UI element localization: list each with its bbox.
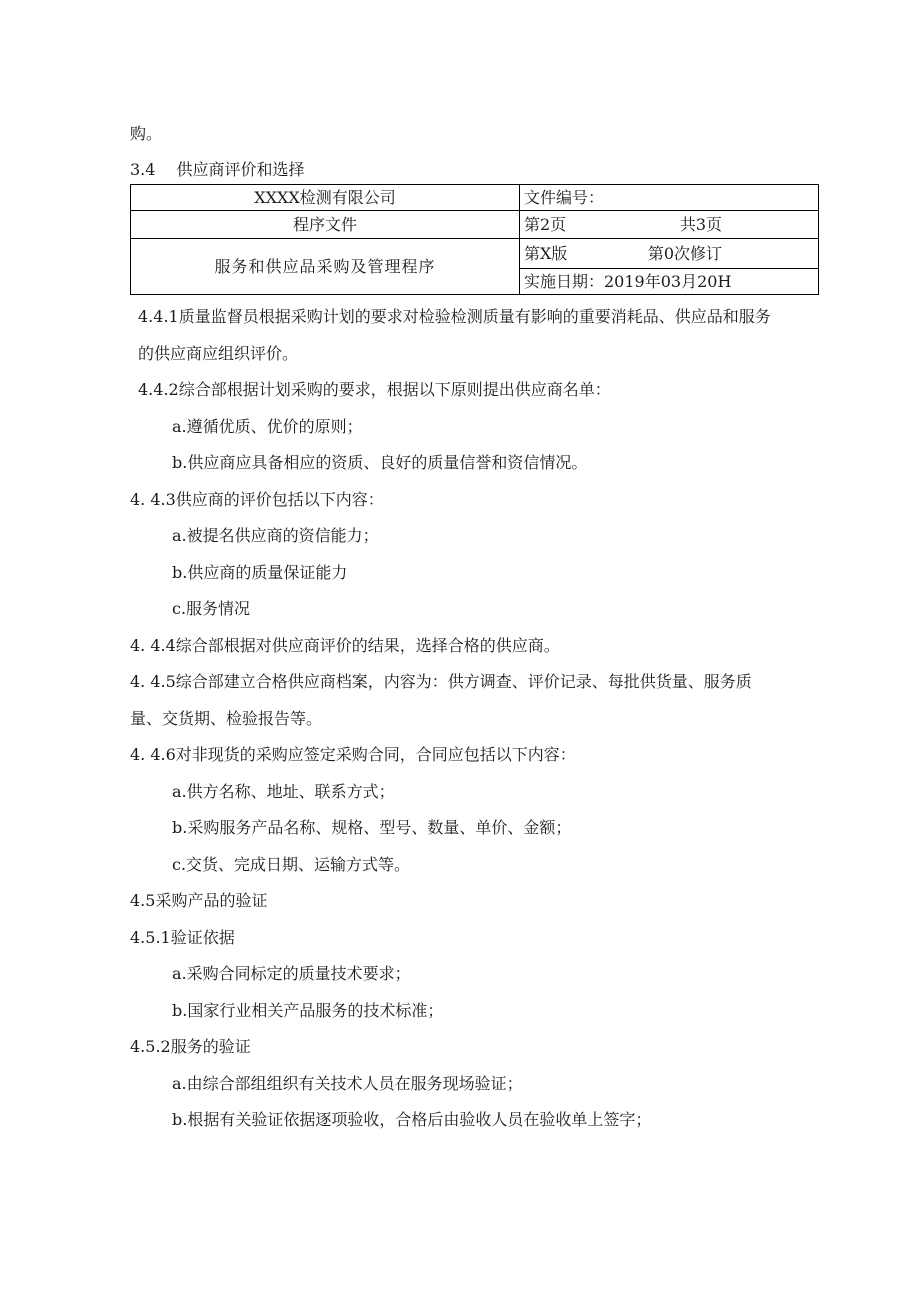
list-item: b.供应商应具备相应的资质、良好的质量信誉和资信情况。	[172, 453, 588, 472]
top-fragment: 购。	[130, 124, 163, 143]
version-info	[520, 239, 819, 269]
heading-4-5-1: 4.5.1验证依据	[130, 928, 235, 947]
page-info	[520, 211, 819, 239]
company-name: XXXX检测有限公司	[131, 185, 520, 211]
list-item: b.国家行业相关产品服务的技术标准；	[172, 1001, 444, 1020]
list-item: a.被提名供应商的资信能力；	[172, 526, 379, 545]
document-header-table	[130, 184, 819, 295]
total-pages: 共3页	[679, 214, 722, 234]
list-item: c.交货、完成日期、运输方式等。	[172, 855, 411, 874]
para-4-4-4: 4. 4.4综合部根据对供应商评价的结果，选择合格的供应商。	[130, 636, 560, 655]
para-4-4-5-cont: 量、交货期、检验报告等。	[130, 709, 323, 728]
heading-4-5: 4.5采购产品的验证	[130, 891, 268, 910]
revision-label: 第0次修订	[647, 243, 722, 263]
version-label: 第X版	[524, 243, 568, 263]
file-number-label: 文件编号：	[520, 185, 819, 211]
page-number: 第2页	[524, 214, 567, 234]
document-title: 服务和供应品采购及管理程序	[131, 239, 520, 295]
list-item: b.根据有关验证依据逐项验收，合格后由验收人员在验收单上签字；	[172, 1110, 652, 1129]
para-4-4-6: 4. 4.6对非现货的采购应签定采购合同，合同应包括以下内容：	[130, 745, 576, 764]
list-item: b.供应商的质量保证能力	[172, 563, 348, 582]
list-item: c.服务情况	[172, 599, 251, 618]
section-heading: 3.4 供应商评价和选择	[130, 160, 305, 179]
list-item: a.由综合部组组织有关技术人员在服务现场验证；	[172, 1074, 523, 1093]
effective-date: 实施日期：2019年03月20H	[520, 269, 819, 295]
list-item: b.采购服务产品名称、规格、型号、数量、单价、金额；	[172, 818, 572, 837]
list-item: a.采购合同标定的质量技术要求；	[172, 964, 411, 983]
heading-4-5-2: 4.5.2服务的验证	[130, 1037, 251, 1056]
para-4-4-2: 4.4.2综合部根据计划采购的要求，根据以下原则提出供应商名单：	[138, 380, 611, 399]
list-item: a.供方名称、地址、联系方式；	[172, 782, 395, 801]
para-4-4-5: 4. 4.5综合部建立合格供应商档案，内容为：供方调查、评价记录、每批供货量、服务质	[130, 672, 752, 691]
para-4-4-3: 4. 4.3供应商的评价包括以下内容：	[130, 490, 384, 509]
document-type: 程序文件	[131, 211, 520, 239]
list-item: a.遵循优质、优价的原则；	[172, 417, 363, 436]
para-4-4-1-cont: 的供应商应组织评价。	[138, 344, 299, 363]
para-4-4-1: 4.4.1质量监督员根据采购计划的要求对检验检测质量有影响的重要消耗品、供应品和服务	[138, 307, 771, 326]
